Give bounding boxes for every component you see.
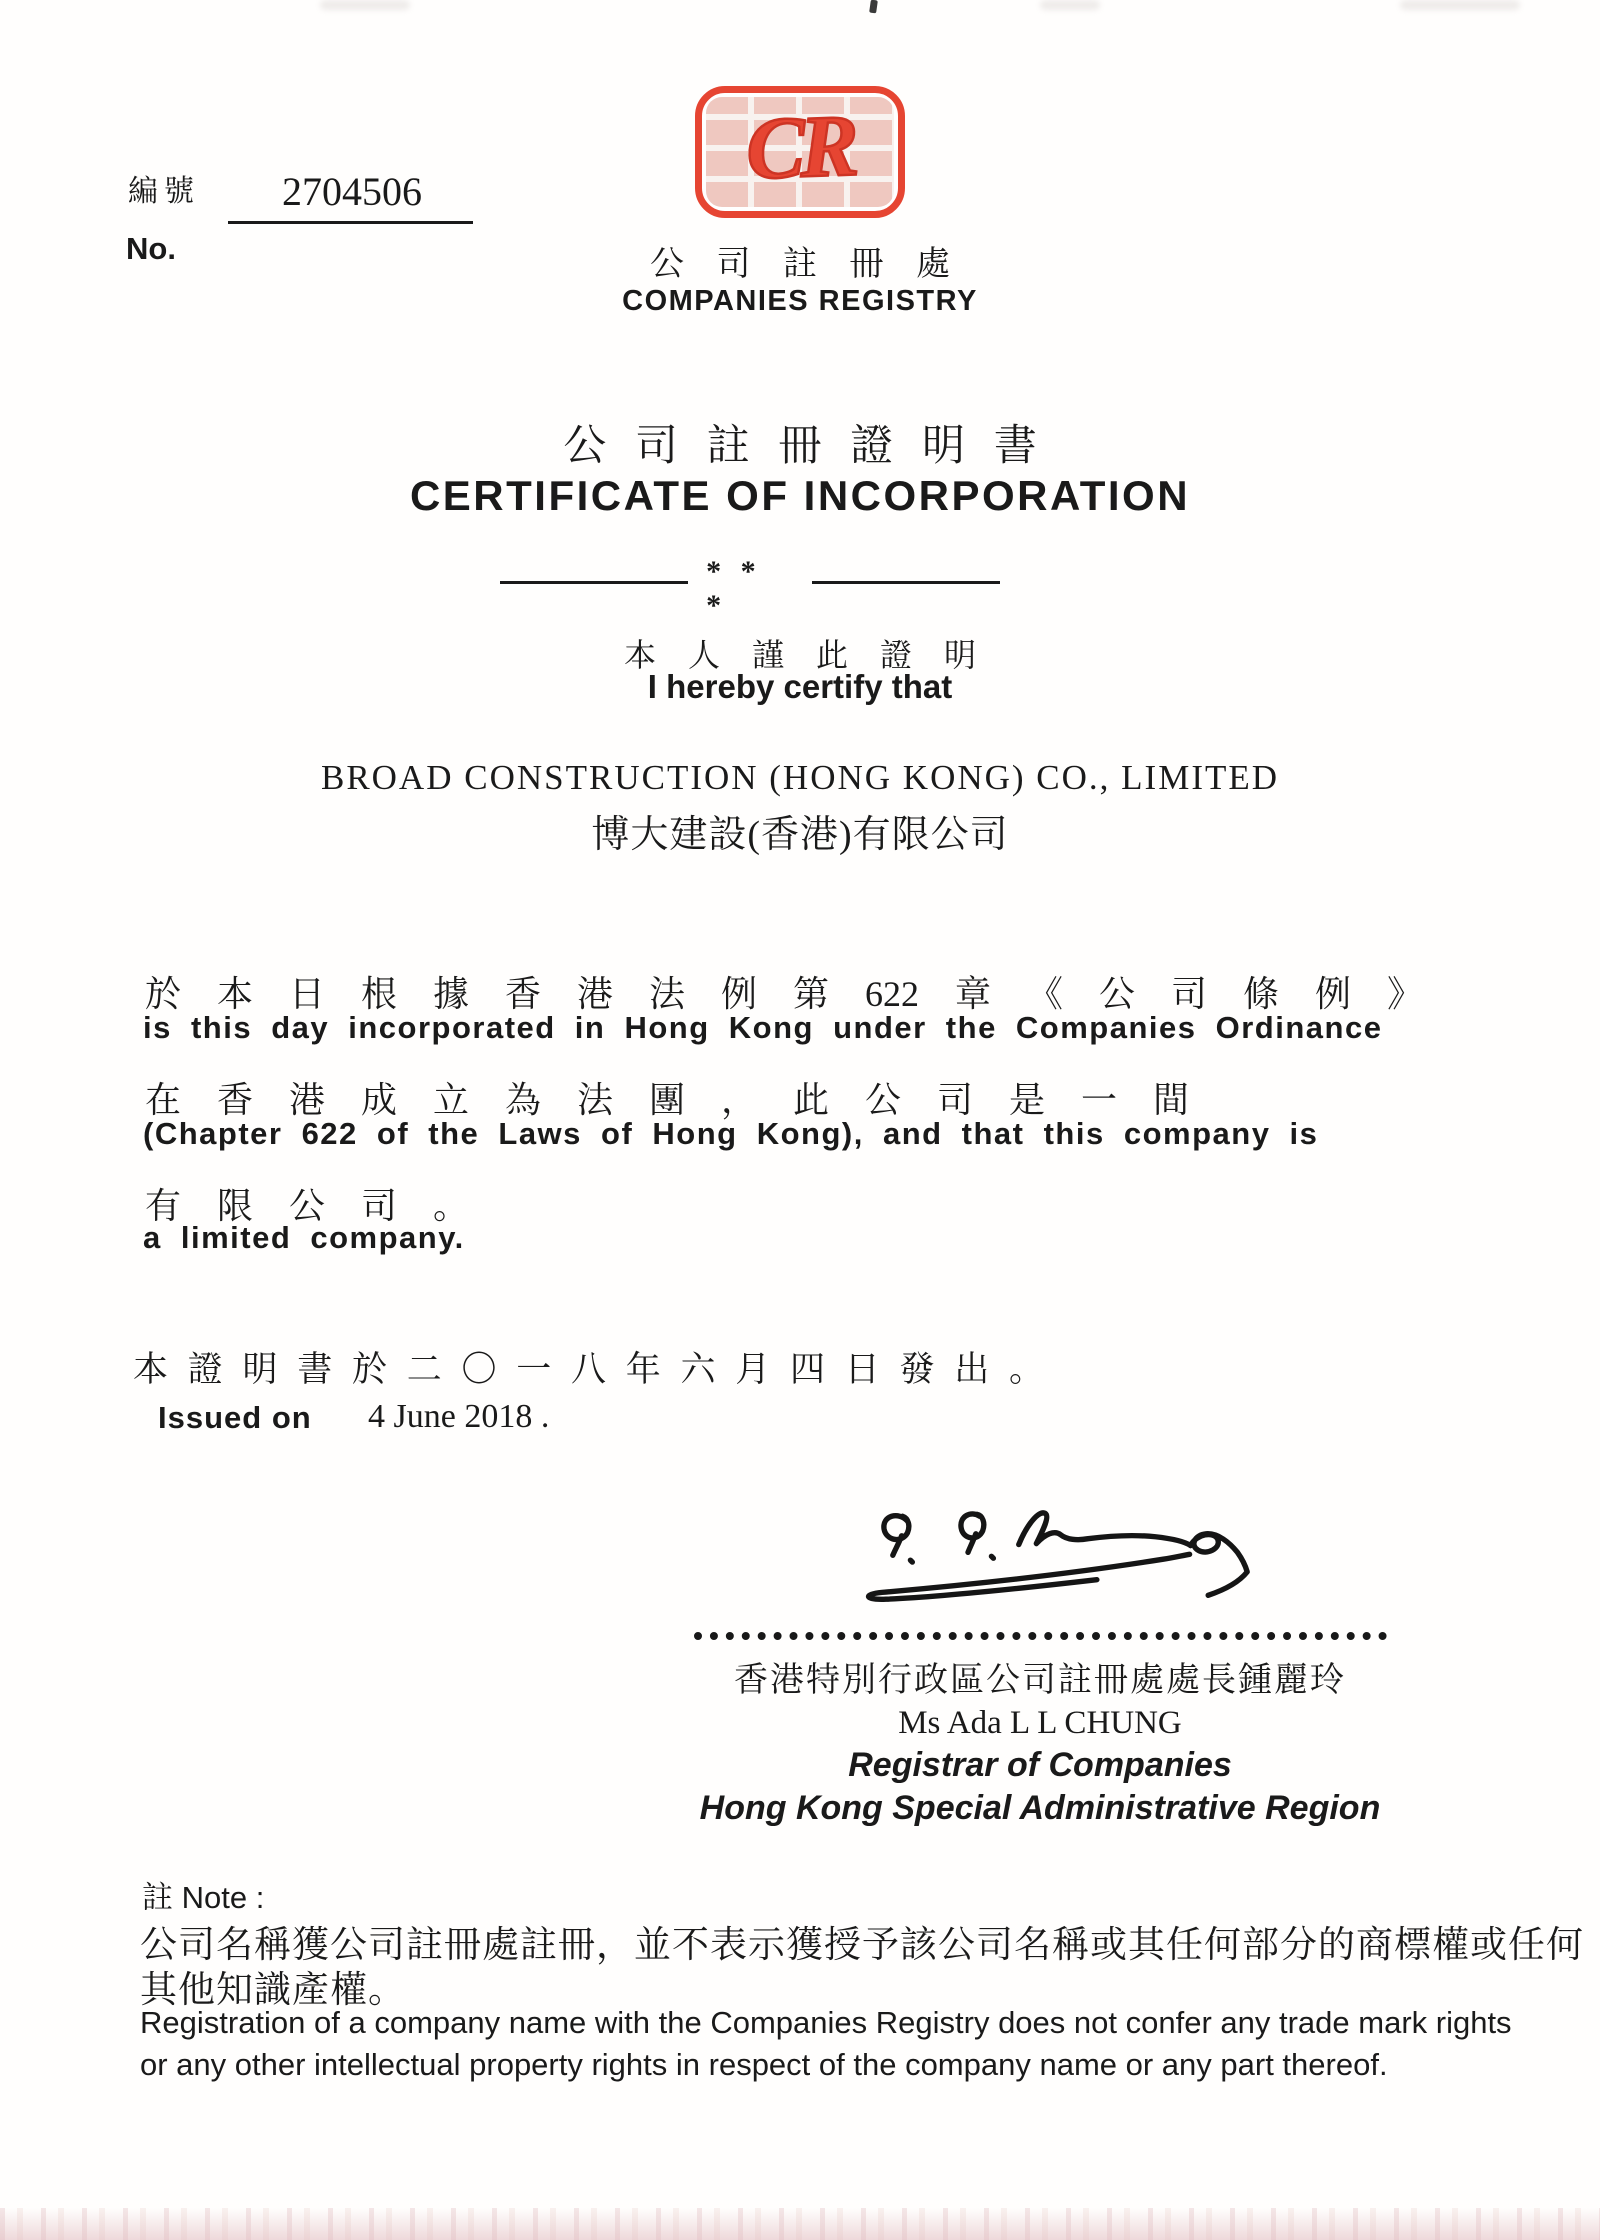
cr-monogram-icon: CR: [744, 97, 856, 199]
divider-stars: * * *: [706, 555, 762, 622]
registrar-block: [640, 1632, 1440, 1828]
note-chinese-line1: 公司名稱獲公司註冊處註冊，並不表示獲授予該公司名稱或其任何部分的商標權或任何: [140, 1925, 1584, 1966]
scan-artifact-mark: [869, 0, 878, 13]
certify-statement-chinese: 本 人 謹 此 證 明: [623, 637, 976, 673]
body-paragraph2-chinese: 在 香 港 成 立 為 法 團 ， 此 公 司 是 一 間: [145, 1080, 1190, 1120]
registrar-name: Ms Ada L L CHUNG: [898, 1705, 1182, 1741]
body-paragraph3-english: a limited company.: [143, 1220, 465, 1255]
issued-on-label: Issued on: [158, 1400, 312, 1435]
scan-artifact-smudge: [1400, 0, 1520, 10]
certificate-number: 2704506: [282, 169, 422, 214]
number-underline: [228, 221, 473, 224]
note-english-line2: or any other intellectual property rights in respect of the company name or any part thereof.: [140, 2047, 1388, 2082]
scan-artifact-smudge: [1040, 0, 1100, 10]
note-label: 註 Note :: [142, 1880, 265, 1915]
registry-name-english: COMPANIES REGISTRY: [622, 285, 978, 317]
registry-name-chinese: 公 司 註 冊 處: [650, 246, 950, 283]
note-english-line1: Registration of a company name with the Companies Registry does not confer any trade mark rights: [140, 2005, 1512, 2040]
registrar-title-line1: Registrar of Companies: [848, 1746, 1232, 1784]
registrar-title-line2: Hong Kong Special Administrative Region: [699, 1789, 1381, 1827]
body-paragraph1-english: is this day incorporated in Hong Kong under the Companies Ordinance: [143, 1010, 1383, 1045]
number-label-chinese: 編號: [128, 175, 200, 208]
number-label-english: No.: [126, 231, 176, 266]
issue-date-value: 4 June 2018 .: [368, 1398, 550, 1435]
issue-date-chinese: 本 證 明 書 於 二 〇 一 八 年 六 月 四 日 發 出 。: [133, 1350, 1045, 1389]
certify-statement-english: I hereby certify that: [647, 668, 953, 705]
divider-line-left: [500, 581, 688, 584]
body-paragraph2-english: (Chapter 622 of the Laws of Hong Kong), and that this company is: [143, 1116, 1319, 1151]
note-chinese-line2: 其他知識產權。: [140, 1970, 406, 2011]
document-title-chinese: 公 司 註 冊 證 明 書: [563, 423, 1037, 470]
registrar-signature: [845, 1502, 1255, 1632]
logo-brick-pattern: [706, 97, 894, 207]
company-name-chinese: 博大建設(香港)有限公司: [591, 814, 1009, 856]
scan-artifact-smudge: [320, 0, 410, 10]
company-name-english: BROAD CONSTRUCTION (HONG KONG) CO., LIMITED: [320, 758, 1280, 797]
document-title-english: CERTIFICATE OF INCORPORATION: [409, 472, 1191, 519]
body-paragraph1-chinese: 於 本 日 根 據 香 港 法 例 第 622 章 《 公 司 條 例 》: [145, 974, 1423, 1014]
companies-registry-logo: [695, 86, 905, 218]
divider-line-right: [812, 581, 1000, 584]
scan-noise-band: [0, 2208, 1600, 2240]
registrar-title-chinese: 香港特別行政區公司註冊處處長鍾麗玲: [734, 1662, 1346, 1699]
title-divider: [500, 548, 1000, 622]
body-paragraph3-chinese: 有 限 公 司 。: [145, 1186, 470, 1226]
signature-dotted-line: [694, 1632, 1387, 1640]
